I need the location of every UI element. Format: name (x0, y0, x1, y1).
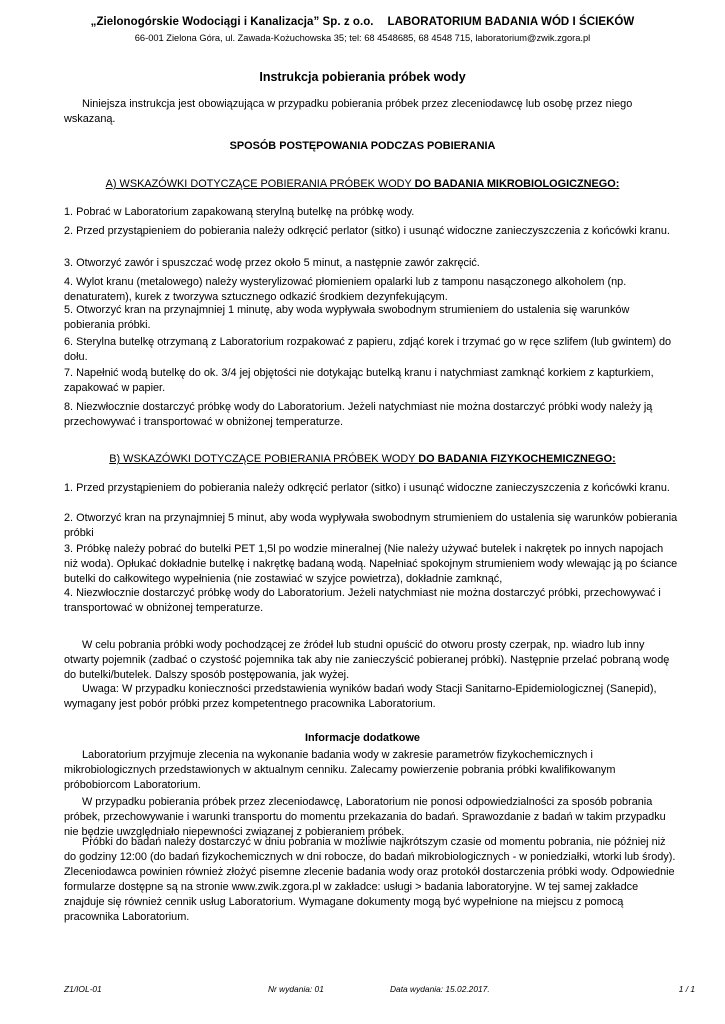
footer-doc-code: Z1/IOL-01 (64, 984, 102, 994)
footer-edition: Nr wydania: 01 (268, 984, 324, 994)
section-b-item-3: 3. Próbkę należy pobrać do butelki PET 1,5l po wodzie mineralnej (Nie należy używać butelek i nakrętek po innych napojach niż woda). Opłukać dokładnie butelkę i nakrętkę badaną wodą. Napełniać spokojnym strumieniem wody wlewając ją po ściance butelki do całkowitego wypełnienia (nie zostawiać w szyjce powietrza), dokładnie zamknąć, (64, 543, 678, 585)
intro-paragraph: Niniejsza instrukcja jest obowiązująca w przypadku pobierania próbek przez zleceniodawcę lub osobę przez niego wskazaną. (64, 98, 633, 125)
section-b-item-4: 4. Niezwłocznie dostarczyć próbkę wody do Laboratorium. Jeżeli natychmiast nie można dostarczyć próbki, przechowywać i transportować w obniżonej temperaturze. (64, 587, 661, 614)
section-a-item-7: 7. Napełnić wodą butelkę do ok. 3/4 jej objętości nie dotykając butelką kranu i natychmiast zamknąć korkiem z kapturkiem, zapakować w papier. (64, 367, 654, 394)
section-a-item-2: 2. Przed przystąpieniem do pobierania należy odkręcić perlator (sitko) i usunąć widoczne zanieczyszczenia z końcówki kranu. (64, 225, 670, 237)
section-a-heading-bold: DO BADANIA MIKROBIOLOGICZNEGO: (414, 178, 620, 190)
section-a-item-8: 8. Niezwłocznie dostarczyć próbkę wody do Laboratorium. Jeżeli natychmiast nie można dostarczyć próbki wody należy ją przechowywać i transportować w obniżonej temperaturze. (64, 401, 653, 428)
section-b-heading-bold: DO BADANIA FIZYKOCHEMICZNEGO: (418, 453, 616, 465)
letterhead-title (0, 16, 725, 28)
section-a-heading-plain: A) WSKAZÓWKI DOTYCZĄCE POBIERANIA PRÓBEK WODY (105, 178, 415, 190)
section-b-item-1: 1. Przed przystąpieniem do pobierania należy odkręcić perlator (sitko) i usunąć widoczne zanieczyszczenia z końcówki kranu. (64, 482, 670, 494)
document-title: Instrukcja pobierania próbek wody (259, 70, 466, 84)
section-b-item-2: 2. Otworzyć kran na przynajmniej 5 minut, aby woda wypływała swobodnym strumieniem do ustalenia się warunków pobierania próbki (64, 512, 678, 539)
section-a-heading (0, 178, 725, 190)
section-a-item-6: 6. Sterylna butelkę otrzymaną z Laboratorium rozpakować z papieru, zdjąć korek i trzymać go w ręce szlifem (lub gwintem) do dołu. (64, 336, 672, 363)
section-b-heading (0, 453, 725, 465)
lab-name: LABORATORIUM BADANIA WÓD I ŚCIEKÓW (387, 16, 635, 28)
additional-paragraph-3: Próbki do badań należy dostarczyć w dniu pobrania w możliwie najkrótszym czasie od momentu pobrania, nie później niż do godziny 12:00 (do badań fizykochemicznych w dni robocze, do badań mikrobiologicznych - w poniedziałki, wtorki lub środy). Zleceniodawca powinien również złożyć pisemne zlecenie badania wody oraz protokół dostarczenia próbki wody. Odpowiednie formularze dostępne są na stronie www.zwik.zgora.pl w zakładce: usługi > badania laboratoryjne. W tej samej zakładce znajduje się również cennik usług Laboratorium. Wymagane dokumenty mogą być wypełnione na miejscu z pomocą pracownika Laboratorium. (64, 836, 676, 923)
additional-paragraph-2: W przypadku pobierania próbek przez zleceniodawcę, Laboratorium nie ponosi odpowiedzialności za sposób pobrania próbek, przechowywanie i warunki transportu do momentu przekazania do badań. Sprawozdanie z badań w takim przypadku nie będzie uwzględniało niepewności związanej z pobieraniem próbek. (64, 796, 666, 838)
section-a-item-1: 1. Pobrać w Laboratorium zapakowaną sterylną butelkę na próbkę wody. (64, 206, 415, 218)
section-b-heading-plain: B) WSKAZÓWKI DOTYCZĄCE POBIERANIA PRÓBEK WODY (109, 453, 419, 465)
letterhead-address: 66-001 Zielona Góra, ul. Zawada-Kożuchowska 35; tel: 68 4548685, 68 4548 715, laboratorium@zwik.zgora.pl (134, 33, 591, 43)
procedure-heading: SPOSÓB POSTĘPOWANIA PODCZAS POBIERANIA (229, 140, 496, 152)
section-a-item-3: 3. Otworzyć zawór i spuszczać wodę przez około 5 minut, a następnie zawór zakręcić. (64, 257, 480, 269)
company-name: „Zielonogórskie Wodociągi i Kanalizacja” Sp. z o.o. (90, 16, 374, 28)
well-sampling-paragraph: W celu pobrania próbki wody pochodzącej ze źródeł lub studni opuścić do otworu prosty czerpak, np. wiadro lub inny otwarty pojemnik (zadbać o czystość pojemnika tak aby nie zanieczyścić pobieranej próbki). Następnie przelać pobraną wodę do butelki/butelek. Dalszy sposób postępowania, jak wyżej. (64, 639, 670, 681)
additional-info-heading: Informacje dodatkowe (305, 732, 420, 744)
footer-page-number: 1 / 1 (678, 984, 695, 994)
additional-paragraph-1: Laboratorium przyjmuje zlecenia na wykonanie badania wody w zakresie parametrów fizykochemicznych i mikrobiologicznych przedstawionych w aktualnym cenniku. Zalecamy powierzenie pobrania próbki kwalifikowanym próbobiorcom Laboratorium. (64, 749, 616, 791)
footer-date: Data wydania: 15.02.2017. (390, 984, 490, 994)
warning-paragraph: Uwaga: W przypadku konieczności przedstawienia wyników badań wody Stacji Sanitarno-Epidemiologicznej (Sanepid), wymagany jest pobór próbki przez kompetentnego pracownika Laboratorium. (64, 683, 657, 710)
section-a-item-5: 5. Otworzyć kran na przynajmniej 1 minutę, aby woda wypływała swobodnym strumieniem do ustalenia się warunków pobierania próbki. (64, 304, 630, 331)
section-a-item-4: 4. Wylot kranu (metalowego) należy wysterylizować płomieniem opalarki lub z tamponu nasączonego alkoholem (np. denaturatem), kurek z tworzywa sztucznego odkazić środkiem dezynfekującym. (64, 276, 627, 303)
